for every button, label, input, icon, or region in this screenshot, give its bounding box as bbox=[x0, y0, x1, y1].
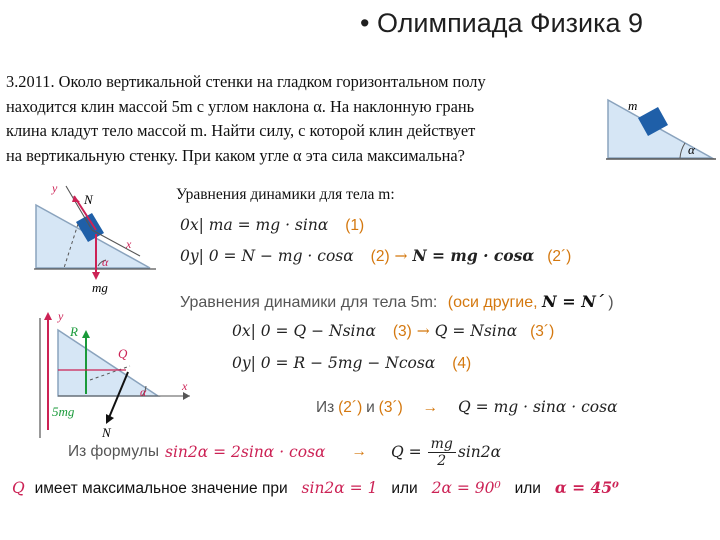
y-axis-head bbox=[44, 312, 52, 320]
conclusion-c2: 2α = 90⁰ bbox=[431, 479, 501, 497]
section2-heading-row bbox=[180, 292, 614, 312]
y-label: y bbox=[52, 181, 58, 195]
eq2-text: 0y| 0 = N − mg · cosα bbox=[180, 247, 354, 265]
n-label: N⃗ bbox=[102, 425, 121, 440]
wedge-force-figure bbox=[30, 310, 200, 442]
title-text: Олимпиада Физика 9 bbox=[376, 8, 644, 38]
x-axis-head bbox=[183, 392, 190, 400]
section3-result: Q = mg · sinα · cosα bbox=[458, 398, 618, 416]
problem-line-3: клина кладут тело массой m. Найти силу, с которой клин действует bbox=[6, 121, 476, 140]
conclusion-text: имеет максимальное значение при bbox=[34, 480, 288, 497]
section3-arrow: → bbox=[422, 399, 439, 416]
conclusion-or1: или bbox=[391, 480, 418, 497]
q-label: Q⃗ bbox=[118, 346, 138, 361]
section1-heading: Уравнения динамики для тела m: bbox=[176, 186, 395, 203]
reaction-label: R⃗ bbox=[70, 324, 89, 339]
eq2-result: N = mg · cosα bbox=[412, 246, 535, 265]
y-label: y bbox=[58, 310, 64, 323]
section4-fraction bbox=[428, 436, 456, 469]
section4-prefix: Из формулы bbox=[68, 443, 159, 460]
eq2-tag: (2) bbox=[370, 248, 390, 265]
eq4-tag: (4) bbox=[452, 355, 472, 372]
gravity-arrow-head bbox=[92, 272, 100, 280]
normal-arrow-head bbox=[72, 196, 80, 202]
alpha-label: α bbox=[102, 255, 109, 269]
section2-note-rel: N = N´ bbox=[542, 292, 604, 311]
section3-from: Из bbox=[316, 399, 335, 416]
x-label: x bbox=[182, 379, 188, 393]
conclusion-or2: или bbox=[514, 480, 541, 497]
problem-line-1: 3.2011. Около вертикальной стенки на гладком горизонтальном полу bbox=[6, 72, 486, 91]
eq3-result: Q = Nsinα bbox=[434, 322, 518, 340]
section2-heading: Уравнения динамики для тела 5m: bbox=[180, 294, 438, 311]
eq1-text: 0x| ma = mg · sinα bbox=[180, 216, 329, 234]
eq3 bbox=[232, 322, 554, 341]
section3-row bbox=[316, 398, 618, 417]
section4-rhs: sin2α bbox=[457, 443, 502, 461]
problem-statement bbox=[6, 70, 598, 168]
wedge-figure-top bbox=[604, 96, 718, 164]
eq1 bbox=[180, 216, 364, 235]
problem-line-2: находится клин массой 5m с углом наклона α. На наклонную грань bbox=[6, 96, 475, 116]
alpha-label: α bbox=[140, 385, 147, 399]
slide-title bbox=[360, 8, 643, 39]
gravity-label: mg⃗ bbox=[92, 280, 118, 295]
x-label: x bbox=[126, 237, 132, 251]
eq1-tag: (1) bbox=[345, 217, 365, 234]
normal-label: N⃗ bbox=[84, 192, 103, 207]
eq3-result-tag: (3´) bbox=[530, 323, 555, 340]
section3-ref1: (2´) bbox=[338, 399, 363, 416]
section4-q: Q = bbox=[391, 443, 422, 461]
eq2-result-tag: (2´) bbox=[547, 248, 572, 265]
angle-label: α bbox=[688, 142, 695, 157]
conclusion-c1: sin2α = 1 bbox=[301, 479, 378, 497]
eq3-tag: (3) bbox=[392, 323, 412, 340]
section2-note-close: ) bbox=[608, 294, 614, 311]
conclusion-c3: α = 45⁰ bbox=[554, 478, 619, 497]
conclusion-row bbox=[12, 478, 619, 498]
eq4-text: 0y| 0 = R − 5mg − Ncosα bbox=[232, 354, 436, 372]
eq4 bbox=[232, 354, 471, 373]
title-bullet: • bbox=[360, 8, 370, 38]
eq2-arrow: → bbox=[394, 247, 408, 265]
section3-ref2: (3´) bbox=[378, 399, 403, 416]
section4-arrow: → bbox=[351, 443, 367, 460]
eq2 bbox=[180, 246, 571, 266]
eq3-text: 0x| 0 = Q − Nsinα bbox=[232, 322, 376, 340]
section4-formula: sin2α = 2sinα · cosα bbox=[164, 443, 326, 461]
problem-line-4: на вертикальную стенку. При каком угле α эта сила максимальна? bbox=[6, 145, 465, 165]
section3-and: и bbox=[366, 399, 375, 416]
section2-note: (оси другие, bbox=[447, 294, 538, 311]
conclusion-q: Q bbox=[12, 479, 25, 497]
body-force-figure bbox=[34, 180, 164, 300]
fraction-denominator: 2 bbox=[437, 452, 447, 469]
fraction-numerator: mg bbox=[428, 436, 456, 453]
mass-label: m bbox=[628, 98, 638, 113]
wedge-gravity-label: 5mg⃗ bbox=[52, 404, 85, 419]
eq3-arrow: → bbox=[416, 322, 430, 340]
section4-row bbox=[68, 432, 501, 472]
